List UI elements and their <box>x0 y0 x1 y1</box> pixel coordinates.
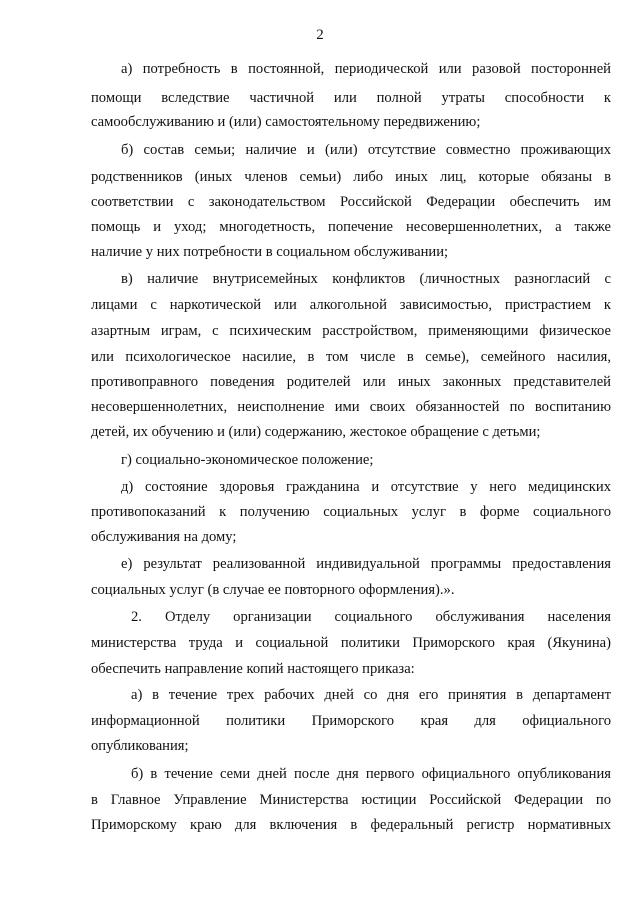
text-line: Приморскому краю для включения в федеральный регистр нормативных <box>91 817 611 833</box>
text-line: информационной политики Приморского края для официального <box>91 713 611 729</box>
text-line: б) состав семьи; наличие и (или) отсутствие совместно проживающих <box>121 142 611 158</box>
text-line: родственников (иных членов семьи) либо иных лиц, которые обязаны в <box>91 169 611 185</box>
text-line: наличие у них потребности в социальном обслуживании; <box>91 244 449 260</box>
text-line: а) потребность в постоянной, периодической или разовой посторонней <box>121 61 611 77</box>
text-line: помощь и уход; многодетность, попечение несовершеннолетних, а также <box>91 219 611 235</box>
text-line: противоправного поведения родителей или иных законных представителей <box>91 374 611 390</box>
text-line: в) наличие внутрисемейных конфликтов (личностных разногласий с <box>121 271 611 287</box>
text-line: соответствии с законодательством Российской Федерации обеспечить им <box>91 194 611 210</box>
text-line: г) социально-экономическое положение; <box>121 452 374 468</box>
text-line: б) в течение семи дней после дня первого официального опубликования <box>131 766 611 782</box>
text-line: д) состояние здоровья гражданина и отсутствие у него медицинских <box>121 479 611 495</box>
text-line: азартным играм, с психическим расстройством, применяющими физическое <box>91 323 611 339</box>
text-line: министерства труда и социальной политики Приморского края (Якунина) <box>91 635 611 651</box>
text-line: противопоказаний к получению социальных услуг в форме социального <box>91 504 611 520</box>
text-line: а) в течение трех рабочих дней со дня его принятия в департамент <box>131 687 611 703</box>
text-line: 2. Отделу организации социального обслуживания населения <box>131 609 611 625</box>
text-line: помощи вследствие частичной или полной утраты способности к <box>91 90 611 106</box>
page-number: 2 <box>316 27 324 43</box>
text-line: опубликования; <box>91 738 189 754</box>
text-line: несовершеннолетних, неисполнение ими своих обязанностей по воспитанию <box>91 399 611 415</box>
text-line: обслуживания на дому; <box>91 529 237 545</box>
text-line: лицами с наркотической или алкогольной зависимостью, пристрастием к <box>91 297 611 313</box>
text-line: детей, их обучению и (или) содержанию, жестокое обращение с детьми; <box>91 424 541 440</box>
text-line: в Главное Управление Министерства юстиции Российской Федерации по <box>91 792 611 808</box>
text-line: социальных услуг (в случае ее повторного оформления).». <box>91 582 455 598</box>
text-line: самообслуживанию и (или) самостоятельному передвижению; <box>91 114 481 130</box>
text-line: е) результат реализованной индивидуальной программы предоставления <box>121 556 611 572</box>
text-line: или психологическое насилие, в том числе в семье), семейного насилия, <box>91 349 611 365</box>
text-line: обеспечить направление копий настоящего приказа: <box>91 661 415 677</box>
